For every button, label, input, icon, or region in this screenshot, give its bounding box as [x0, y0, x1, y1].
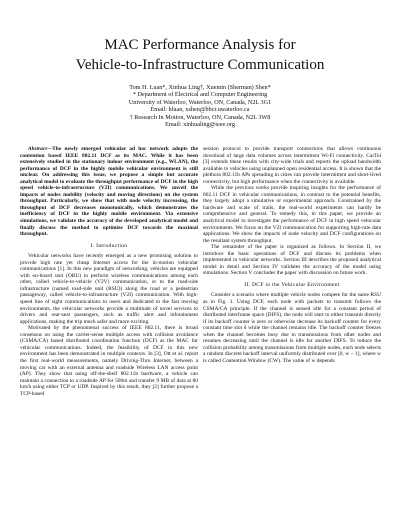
abstract-label: Abstract	[28, 146, 47, 152]
intro-paragraph-4: While the previous works provide inspiring insights for the performance of 802.11 DCF in vehicular communications, in contrast to the potential benefits, they largely adopt a simulative or experimental approach. Constrained by the hardware and scale of trails, the real-world experiments can hardly be comprehensive and general. To remedy this, in this paper, we provide an analytical model to investigate the performance of DCF in high speed vehicular environments. We focus on the V2I communication for supporting high-rate data applications. We show the impacts of node velocity and DCF configurations on the resultant system throughput.	[203, 185, 381, 244]
author-affiliation-3: † Research In Motion, Waterloo, ON, Canada, N2L 3W8	[129, 113, 271, 121]
paper-title-line2: Vehicle-to-Infrastructure Communication	[75, 57, 325, 73]
section-heading-dcf: II. DCF in the Vehicular Environment	[244, 281, 340, 288]
author-email-2: Email: xinhualing@ieee.org	[165, 121, 235, 129]
abstract	[20, 146, 198, 238]
author-names: Tom H. Luan*, Xinhua Ling†, Xuemin (Sherman) Shen*	[129, 84, 271, 91]
abstract-text: —The newly emerged vehicular ad hoc network adopts the contention based IEEE 802.11 DCF as its MAC. While it has been extensively studied in the stationary indoor environment (e.g., WLAN), the performance of DCF in the highly mobile vehicular environment is still unclear. On addressing this issue, we propose a simple but accurate analytical model to evaluate the throughput performance of DCF in the high speed vehicle-to-infrastructure (V2I) communications. We unveil the impacts of nodes mobility (velocity and moving directions) on the system throughput. Particularly, we show that with node velocity increasing, the throughput of DCF decreases monotonically, which demonstrates the inefficiency of DCF in the highly mobile environment. Via extensive simulations, we validate the accuracy of the developed analytical model and finally discuss the method to optimize DCF towards the maximal throughput.	[20, 146, 198, 238]
dcf-paragraph-1: Consider a scenario where multiple vehicle nodes compete for the same RSU as in Fig. 1. Using DCF, each node with packets to transmit follows the CSMA/CA principle. If the channel is sensed idle for a constant period of distributed interframe space (DIFS), the node will start to either transmit directly if its backoff counter is zero or otherwise decrease its backoff counter for every constant time slot δ while the channel remains idle. The backoff counter freezes when the channel becomes busy due to transmissions from other nodes and resumes decreasing until the channel is idle for another DIFS. To reduce the collision probability among transmissions from multiple nodes, each node selects a random discrete backoff interval uniformly distributed over [0, w − 1], where w is called Contention Window (CW). The value of w depends	[203, 292, 381, 364]
author-affiliation-2: University of Waterloo, Waterloo, ON, Canada, N2L 3G1	[128, 98, 272, 106]
author-block	[0, 84, 400, 128]
right-column	[203, 146, 381, 365]
intro-paragraph-3: session protocol to provide transport connections that allows continuous download of large data volumes across intermittent Wi-Fi connectivity. CarTel [3] extends these results with city-wide trials and reports the upload bandwidth available to vehicles using unplanned open residential access. It is shown that the plethora 802.11b APs spreading in cities can provide intermittent and short-lived connectivity, but high performance when the connectivity is available.	[203, 146, 381, 185]
left-column	[20, 146, 198, 397]
paper-title-line1: MAC Performance Analysis for	[104, 37, 296, 53]
intro-paragraph-2: Motivated by the phenomenal success of IEEE 802.11, there is broad consensus on using the carrier-sense multiple access with collision avoidance (CSMA/CA) based distributed coordination function (DCF) as the MAC for vehicular communications. Indeed, the feasibility of DCF in this new environment has been demonstrated in multiple contexts. In [3], Ott et al. report the first real-world measurements, namely Driving-Thru Internet, between a moving car with an external antenna and roadside Wireless LAN access point (AP). They show that using off-the-shelf 802.11b hardware, a vehicle can maintain a connection to a roadside AP for 500m and transfer 9 MB of data at 80 km/h using either TCP or UDP. Inspired by this result, they [2] further propose a TCP-based	[20, 325, 198, 397]
author-email-1: Email: hluan, xshen@bbcr.uwaterloo.ca	[150, 106, 250, 114]
intro-paragraph-5: The remainder of the paper is organized as follows. In Section II, we introduce the basic operations of DCF and discuss its problems when implemented in vehicular networks. Section III describes the proposed analytical model in detail and Section IV validates the accuracy of the model using simulations. Section V concludes the paper with discussion on future work.	[203, 244, 381, 277]
section-heading-introduction: I. Introduction	[90, 242, 128, 249]
author-affiliation-1: * Department of Electrical and Computer Engineering	[132, 91, 268, 99]
intro-paragraph-1: Vehicular networks have recently emerged as a new promising solution to provide high rate yet cheap Internet access for the in-motion vehicular communications [1]. In this new paradigm of networking, vehicles are equipped with on-board unit (OBU) to perform wireless communications among each other, called vehicle-to-vehicle (V2V) communication, or to the road-side infrastructure (named road-side unit (RSU)) along the road or a pedestrian passageway, called vehicle-to-infrastructure (V2I) communication. With high-speed line of sight communications to users and dedicated to the fast moving environments, the vehicular networks provide a multitude of novel services to drivers and rear-seat passengers, such as traffic alert and infotainment applications, making the trip much safer and more exciting.	[20, 253, 198, 325]
